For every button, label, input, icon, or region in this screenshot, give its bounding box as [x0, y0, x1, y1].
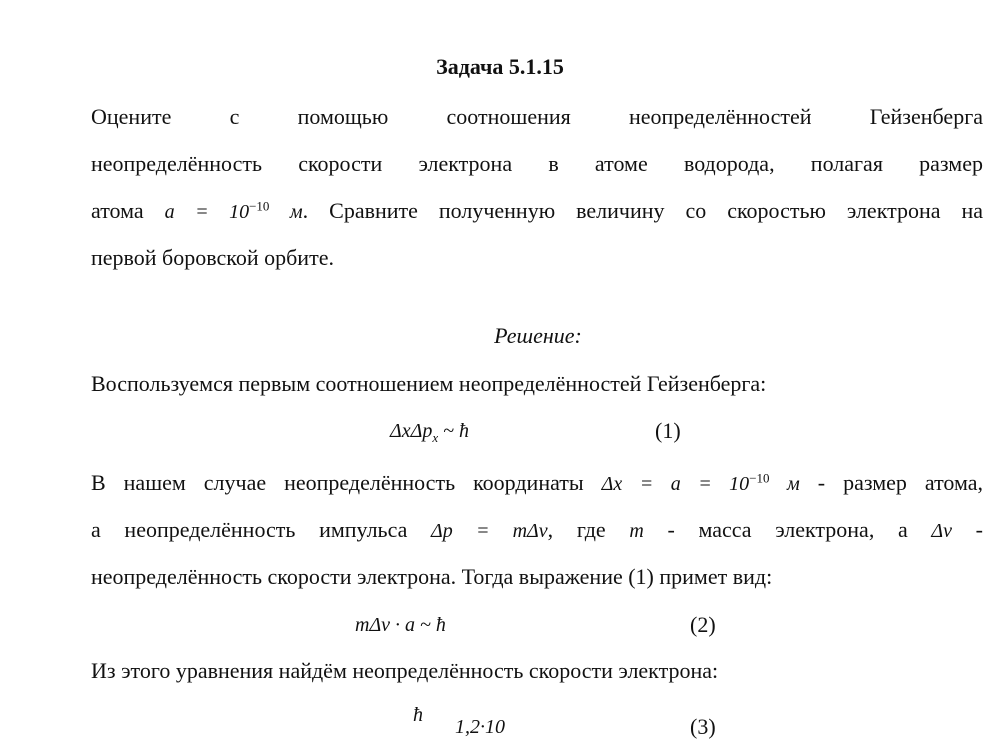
equation-3-numerator: ħ: [413, 704, 423, 726]
equation-3-number: (3): [690, 714, 716, 739]
formula: Δp = mΔv: [431, 520, 548, 542]
problem-line-3: [91, 197, 983, 226]
eq1-rhs: ~ ħ: [438, 420, 469, 442]
problem-line-4: первой боровской орбите.: [91, 245, 334, 270]
formula-base: Δx = a = 10: [601, 473, 750, 495]
formula-base: a = 10: [164, 201, 250, 223]
text: , где: [547, 517, 606, 542]
momentum-uncertainty-formula: [431, 520, 548, 542]
velocity-uncertainty-symbol: Δv: [931, 520, 953, 542]
equation-1-number: (1): [655, 418, 681, 443]
solution-paragraph-line-3: неопределённость скорости электрона. Тогда выражение (1) примет вид:: [91, 564, 773, 589]
text: . Сравните полученную величину со скоростью электрона на: [302, 198, 984, 223]
equation-1: [390, 420, 469, 443]
eq1-lhs: ΔxΔp: [390, 420, 433, 442]
equation-2-number: (2): [690, 612, 716, 637]
formula-exponent: −10: [249, 198, 270, 214]
text: а неопределённость импульса: [91, 517, 408, 542]
text: В нашем случае неопределённость координаты: [91, 470, 584, 495]
text: - масса электрона, а: [667, 517, 908, 542]
eq1-subscript: x: [432, 430, 439, 445]
text: атома: [91, 198, 144, 223]
text: - размер атома,: [817, 470, 984, 495]
formula-unit: м: [787, 473, 800, 495]
formula-exponent: −10: [749, 470, 770, 486]
solution-paragraph-line-1: [91, 469, 983, 498]
equation-2: mΔv · a ~ ħ: [355, 614, 446, 636]
coordinate-uncertainty-formula: [601, 470, 800, 495]
problem-line-1: Оцените с помощью соотношения неопределённостей Гейзенберга: [91, 104, 983, 129]
solution-paragraph-line-4: Из этого уравнения найдём неопределённость скорости электрона:: [91, 658, 719, 683]
solution-heading: Решение:: [494, 323, 582, 348]
solution-paragraph-line-2: [91, 516, 983, 545]
equation-3-value: 1,2·10: [455, 716, 505, 738]
problem-line-2: неопределённость скорости электрона в атоме водорода, полагая размер: [91, 151, 983, 176]
solution-intro: Воспользуемся первым соотношением неопределённостей Гейзенберга:: [91, 371, 767, 396]
formula-unit: м: [289, 201, 303, 223]
mass-symbol: m: [629, 520, 644, 542]
problem-title: Задача 5.1.15: [436, 54, 564, 79]
atom-size-formula: [164, 198, 303, 223]
text: -: [975, 517, 983, 542]
